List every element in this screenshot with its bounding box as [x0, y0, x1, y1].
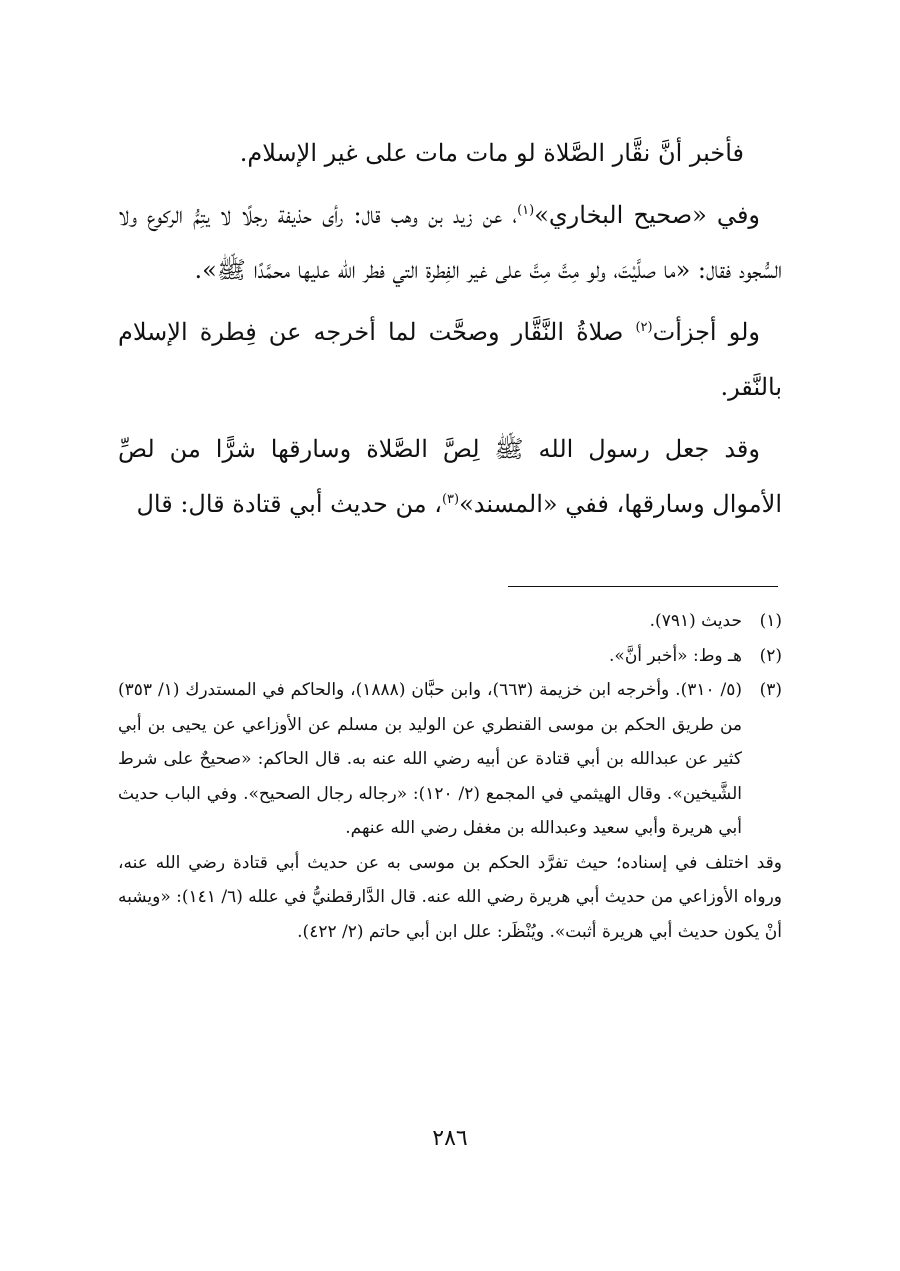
paragraph-2: [118, 188, 782, 298]
footnote-3: [118, 673, 782, 846]
main-text: [118, 126, 782, 539]
paragraph-2-text-a: وفي «صحيح البخاري»: [534, 201, 761, 229]
paragraph-2-text-b: ، عن زيد بن وهب قال: رأى حذيفة رجلًا لا يتِمُّ الركوع ولا السُّجود فقال: «ما صلَّيْتَ، ولو مِتَّ مِتَّ على غير الفِطرة التي فطر الله عليها محمَّدًا ﷺ».: [118, 201, 782, 284]
footnote-text: (٥/ ٣١٠). وأخرجه ابن خزيمة (٦٦٣)، وابن حبَّان (١٨٨٨)، والحاكم في المستدرك (١/ ٣٥٣) من طريق الحكم بن موسى القنطري عن الوليد بن مسلم عن الأوزاعي عن يحيى بن أبي كثير عن عبدالله بن أبي قتادة عن أبيه رضي الله عنه به. قال الحاكم: «صحيحٌ على شرط الشَّيخين». وقال الهيثمي في المجمع (٢/ ١٢٠): «رجاله رجال الصحيح». وفي الباب حديث أبي هريرة وأبي سعيد وعبدالله بن مغفل رضي الله عنهم.: [118, 680, 743, 838]
paragraph-3-text-a: ولو أجزأت: [652, 318, 760, 346]
footnote-ref-1[interactable]: (١): [517, 203, 535, 218]
footnote-separator: [508, 586, 778, 587]
paragraph-4-text-a: وقد جعل رسول الله ﷺ لِصَّ الصَّلاة وسارقها شرًّا من لصِّ الأموال وسارقها، ففي «المسند»: [118, 435, 782, 518]
footnote-number: (١): [759, 611, 782, 631]
footnote-text: هـ وط: «أخبر أنَّ».: [609, 645, 742, 666]
page-number: ٢٨٦: [432, 1126, 468, 1151]
footnote-ref-2[interactable]: (٢): [635, 320, 653, 335]
footnote-ref-3[interactable]: (٣): [441, 492, 460, 507]
footnotes: [118, 604, 782, 949]
footnote-number: (٣): [759, 680, 782, 700]
paragraph-4-text-b: ، من حديث أبي قتادة قال: قال: [136, 490, 442, 518]
footnote-3-continuation: وقد اختلف في إسناده؛ حيث تفرَّد الحكم بن موسى به عن حديث أبي قتادة رضي الله عنه، ورواه الأوزاعي من حديث أبي هريرة رضي الله عنه. قال الدَّارقطنيُّ في علله (٦/ ١٤١): «ويشبه أنْ يكون حديث أبي هريرة أثبت». ويُنْظَر: علل ابن أبي حاتم (٢/ ٤٢٢).: [118, 852, 782, 942]
paragraph-4: [118, 422, 782, 532]
footnote-2: [118, 639, 782, 674]
paragraph-3: [118, 305, 782, 415]
footnote-1: [118, 604, 782, 639]
paragraph-3-text-b: صلاةُ النَّقَّار وصحَّت لما أخرجه عن فِطرة الإسلام بالنَّقر.: [118, 318, 782, 401]
footnote-number: (٢): [759, 645, 782, 666]
paragraph-1: فأخبر أنَّ نقَّار الصَّلاة لو مات مات على غير الإسلام.: [239, 139, 744, 167]
footnote-text: حديث (٧٩١).: [649, 611, 742, 631]
